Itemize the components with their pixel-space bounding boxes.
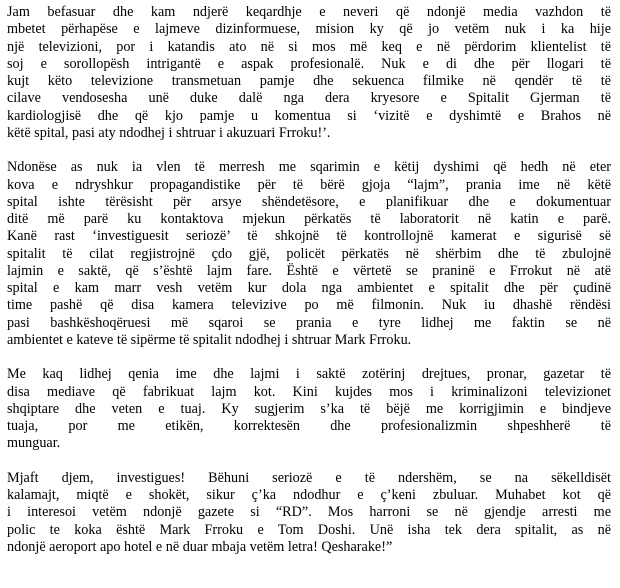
text-line: kujt këto televizione transmetuan pamje dhe sekuenca filmike në qendër të të	[7, 73, 611, 89]
text-line: disa mediave që fabrikuat lajm kot. Kini kujdes mos i kriminalizoni televizionet	[7, 383, 611, 400]
text-line: spital e kam marr vesh vetëm kur dola nga ambientet e spitalit dhe për çudinë	[7, 280, 611, 296]
text-line: Kanë rast ‘investiguesit seriozë’ të shkojnë të kontrollojnë kamerat e sigurisë së	[7, 228, 611, 245]
text-line: ditë më parë ku kontaktova mjekun përkatës të laboratorit në katin e parë.	[7, 211, 611, 227]
paragraph-3	[7, 366, 611, 452]
text-line: cilave vendosesha unë duke dalë nga dera kryesore e Spitalit Gjerman të	[7, 90, 611, 107]
text-line: Jam befasuar dhe kam ndjerë keqardhje e neveri që ndonjë media vazhdon të	[7, 4, 611, 20]
paragraph-1	[7, 4, 611, 142]
text-line: kalamajt, miqtë e shokët, sikur ç’ka ndodhur e ç’keni zbuluar. Muhabet kot që	[7, 487, 611, 503]
text-line: pasi bashkëshoqëruesi më sqaroi se prania e tyre lidhej me faktin se në	[7, 314, 611, 331]
paragraph-2	[7, 159, 611, 349]
text-line: soj e sorollopësh intrigantë e aspak profesionalë. Nuk e di dhe për llogari të	[7, 55, 611, 72]
text-line: mbetet përhapëse e lajmeve dizinformuese, mision ky që jo vetëm nuk i ka hije	[7, 21, 611, 38]
text-line: ndonjë aeroport apo hotel e në duar mbaja vetëm letra! Qesharake!”	[7, 538, 393, 555]
text-line: këtë spital, pasi aty ndodhej i shtruar i akuzuari Frroku!’.	[7, 124, 331, 141]
text-line: Me kaq lidhej qenia ime dhe lajmi i saktë zotërinj drejtues, pronar, gazetar të	[7, 366, 611, 383]
text-line: kardiologjisë dhe që kjo pamje u komentua si ‘vizitë e dyshimtë e Brahos në	[7, 107, 611, 124]
paragraph-4	[7, 470, 611, 556]
text-line: time pashë që disa kamera televizive po më filmonin. Nuk iu dhashë rëndësi	[7, 297, 611, 314]
text-line: munguar.	[7, 435, 61, 452]
text-line: ambientet e kateve të sipërme të spitalit ndodhej i shtruar Mark Frroku.	[7, 331, 412, 348]
text-line: polic te koka është Mark Frroku e Tom Doshi. Unë isha tek dera spitalit, as në	[7, 521, 611, 538]
text-line: spitalit të cilat regjistrojnë çdo gjë, policët përkatës në shërbim dhe të zbulojnë	[7, 245, 611, 262]
text-line: një televizioni, por i katandis ato në si mos më keq e në përdorim klientelist të	[7, 38, 611, 55]
text-line: Ndonëse as nuk ia vlen të merresh me sqarimin e këtij dyshimi që hedh në eter	[7, 159, 611, 176]
text-line: kova e ndryshkur propagandistike për të bërë gjoja “lajm”, prania ime në këtë	[7, 176, 611, 193]
text-line: tuaja, por me etikën, korrektesën dhe profesionalizmin shpeshherë të	[7, 418, 611, 434]
text-line: lajmin e saktë, që s’është lajm fare. Është e vërtetë se praninë e Frrokut në atë	[7, 262, 611, 279]
text-line: shqiptare dhe veten e tuaj. Ky sugjerim s’ka të bëjë me korrigjimin e bindjeve	[7, 400, 611, 417]
text-line: i interesoi vetëm ndonjë gazete si “RD”. Mos harroni se në gjendje arresti me	[7, 504, 611, 521]
text-line: Mjaft djem, investigues! Bëhuni seriozë e të ndershëm, se na sëkelldisët	[7, 469, 611, 486]
text-line: spital ishte tërësisht për arsye shëndetësore, e planifikuar dhe e dokumentuar	[7, 193, 611, 210]
